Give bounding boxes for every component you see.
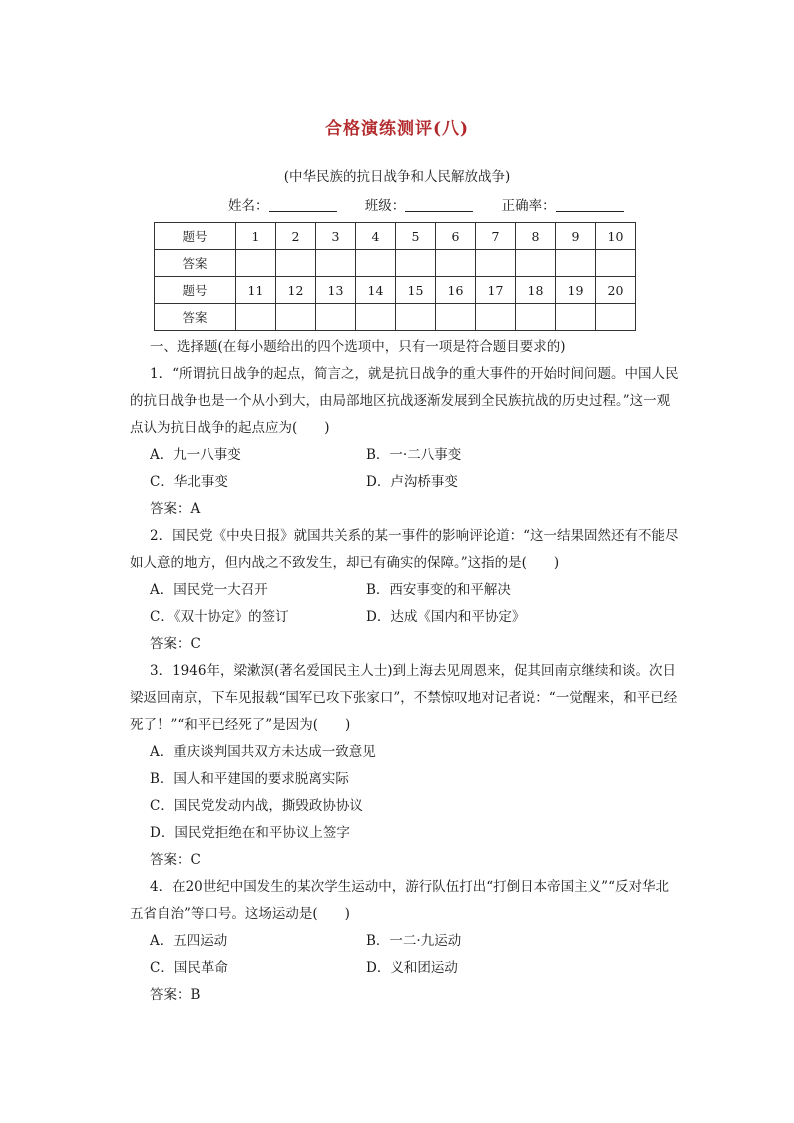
option-a: A．重庆谈判国共双方未达成一致意见	[150, 744, 376, 760]
option-a: A．五四运动	[150, 933, 228, 949]
option-d: D．卢沟桥事变	[366, 474, 458, 490]
option-c: C．国民党发动内战，撕毁政协协议	[150, 798, 363, 814]
row-header: 题号	[155, 223, 236, 250]
answer-cell[interactable]	[516, 250, 556, 277]
option-c: C．国民革命	[150, 960, 228, 976]
question-number-cell: 16	[436, 277, 476, 304]
question-4-options-row	[130, 955, 682, 982]
class-label: 班级：	[364, 198, 406, 214]
question-4-stem: 4．在20世纪中国发生的某次学生运动中，游行队伍打出“打倒日本帝国主义”“反对华北五省自治”等口号。这场运动是( )	[130, 879, 669, 922]
page-title: 合格演练测评(八)	[324, 119, 470, 139]
question-1-stem: 1．“所谓抗日战争的起点，简言之，就是抗日战争的重大事件的开始时间问题。中国人民的抗日战争也是一个从小到大，由局部地区抗战逐渐发展到全民族抗战的历史过程。”这一观点认为抗日战争的起点应为( )	[130, 366, 679, 436]
question-number-cell: 20	[596, 277, 636, 304]
answer-cell[interactable]	[356, 304, 396, 331]
student-info-line	[228, 194, 648, 214]
question-2-options-row	[130, 577, 682, 604]
question-number-cell: 7	[476, 223, 516, 250]
question-number-cell: 19	[556, 277, 596, 304]
question-number-cell: 3	[316, 223, 356, 250]
question-number-cell: 13	[316, 277, 356, 304]
option-b: B．西安事变的和平解决	[366, 582, 511, 598]
option-b: B．一·二八事变	[366, 447, 462, 463]
row-header: 答案	[155, 304, 236, 331]
question-4-answer: 答案：B	[150, 987, 201, 1003]
question-body	[130, 334, 682, 1009]
answer-cell[interactable]	[436, 250, 476, 277]
answer-cell[interactable]	[276, 304, 316, 331]
question-3-stem: 3．1946年，梁漱溟(著名爱国民主人士)到上海去见周恩来，促其回南京继续和谈。次日梁返回南京，下车见报载“国军已攻下张家口”，不禁惊叹地对记者说：“一觉醒来，和平已经死了！”“和平已经死了”是因为( )	[130, 663, 678, 733]
option-d: D．达成《国内和平协定》	[366, 609, 526, 625]
answer-cell[interactable]	[396, 250, 436, 277]
class-blank[interactable]	[405, 197, 473, 212]
question-number-cell: 15	[396, 277, 436, 304]
question-number-cell: 8	[516, 223, 556, 250]
question-1-options-row	[130, 442, 682, 469]
answer-cell[interactable]	[556, 304, 596, 331]
question-2-answer: 答案：C	[150, 636, 201, 652]
question-number-cell: 2	[276, 223, 316, 250]
option-d: D．国民党拒绝在和平协议上签字	[150, 825, 350, 841]
question-number-cell: 11	[236, 277, 276, 304]
question-number-cell: 10	[596, 223, 636, 250]
answer-cell[interactable]	[236, 304, 276, 331]
question-number-cell: 4	[356, 223, 396, 250]
answer-cell[interactable]	[356, 250, 396, 277]
answer-cell[interactable]	[556, 250, 596, 277]
answer-cell[interactable]	[316, 250, 356, 277]
question-4-options-row	[130, 928, 682, 955]
answer-cell[interactable]	[236, 250, 276, 277]
option-b: B．国人和平建国的要求脱离实际	[150, 771, 349, 787]
option-a: A．九一八事变	[150, 447, 241, 463]
option-c: C．《双十协定》的签订	[150, 609, 289, 625]
answer-cell[interactable]	[276, 250, 316, 277]
number-row-2	[155, 277, 636, 304]
answer-row-1	[155, 250, 636, 277]
question-2-stem: 2．国民党《中央日报》就国共关系的某一事件的影响评论道：“这一结果固然还有不能尽如人意的地方，但内战之不致发生，却已有确实的保障。”这指的是( )	[130, 528, 679, 571]
question-number-cell: 14	[356, 277, 396, 304]
answer-table	[154, 222, 636, 331]
name-blank[interactable]	[269, 197, 337, 212]
name-label: 姓名：	[228, 198, 269, 214]
section-heading: 一、选择题(在每小题给出的四个选项中，只有一项是符合题目要求的)	[150, 339, 566, 355]
answer-cell[interactable]	[436, 304, 476, 331]
question-number-cell: 6	[436, 223, 476, 250]
option-a: A．国民党一大召开	[150, 582, 268, 598]
answer-row-2	[155, 304, 636, 331]
question-2-options-row	[130, 604, 682, 631]
row-header: 题号	[155, 277, 236, 304]
answer-cell[interactable]	[596, 250, 636, 277]
answer-cell[interactable]	[596, 304, 636, 331]
answer-cell[interactable]	[476, 304, 516, 331]
answer-cell[interactable]	[516, 304, 556, 331]
answer-cell[interactable]	[396, 304, 436, 331]
row-header: 答案	[155, 250, 236, 277]
question-number-cell: 18	[516, 277, 556, 304]
question-number-cell: 1	[236, 223, 276, 250]
question-number-cell: 12	[276, 277, 316, 304]
option-d: D．义和团运动	[366, 960, 458, 976]
answer-cell[interactable]	[476, 250, 516, 277]
answer-cell[interactable]	[316, 304, 356, 331]
number-row-1	[155, 223, 636, 250]
question-1-options-row	[130, 469, 682, 496]
rate-blank[interactable]	[556, 197, 624, 212]
question-1-answer: 答案：A	[150, 501, 201, 517]
question-number-cell: 9	[556, 223, 596, 250]
page-subtitle: (中华民族的抗日战争和人民解放战争)	[283, 169, 511, 185]
option-b: B．一二·九运动	[366, 933, 462, 949]
question-number-cell: 17	[476, 277, 516, 304]
question-3-answer: 答案：C	[150, 852, 201, 868]
question-number-cell: 5	[396, 223, 436, 250]
option-c: C．华北事变	[150, 474, 228, 490]
rate-label: 正确率：	[501, 198, 556, 214]
